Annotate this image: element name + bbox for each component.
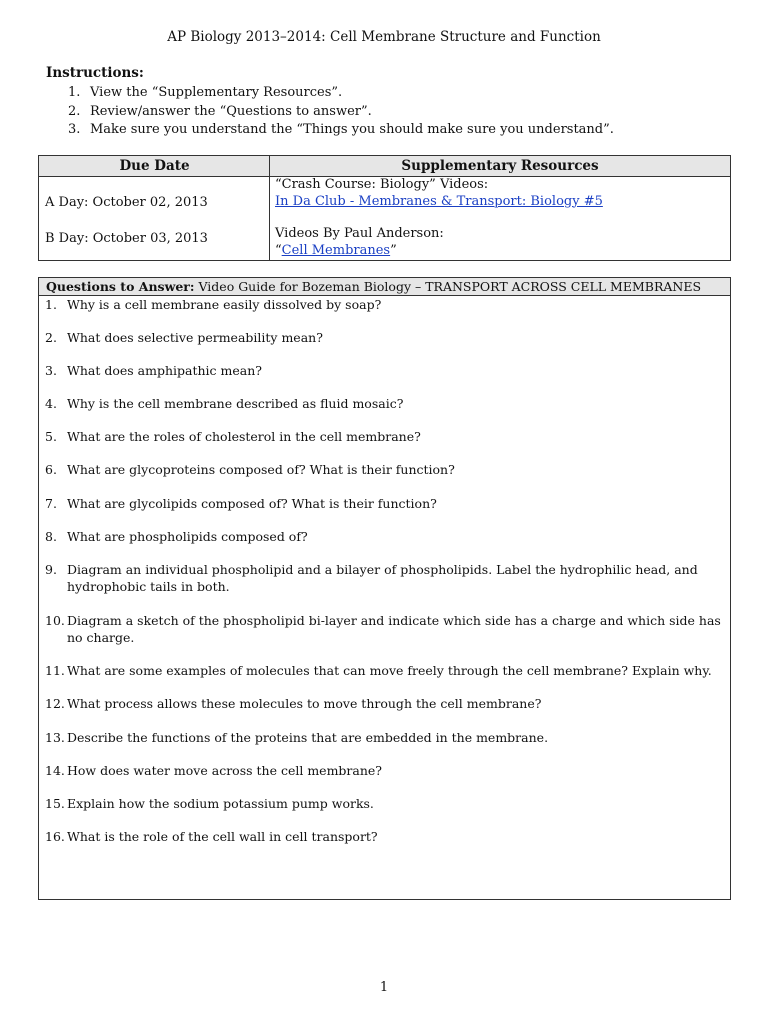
cell-membranes-video-link[interactable]: Cell Membranes (281, 242, 391, 258)
question-number: 9. (45, 562, 57, 577)
question-item (45, 528, 722, 545)
question-number: 14. (45, 763, 65, 778)
question-item (45, 729, 722, 746)
question-number: 10. (45, 613, 65, 628)
questions-header-bold: Questions to Answer: (46, 279, 195, 294)
due-date-header: Due Date (119, 158, 190, 174)
questions-table (38, 277, 731, 900)
question-text: Why is a cell membrane easily dissolved by soap? (67, 297, 382, 312)
due-date-b-day: B Day: October 03, 2013 (45, 231, 208, 246)
question-text: How does water move across the cell membrane? (67, 763, 382, 778)
resources-table-header (39, 156, 730, 177)
question-item (45, 329, 722, 346)
question-number: 8. (45, 529, 57, 544)
instruction-number: 1. (68, 85, 81, 100)
question-text: Why is the cell membrane described as fluid mosaic? (67, 396, 404, 411)
question-item (45, 662, 722, 679)
instruction-text: Make sure you understand the “Things you should make sure you understand”. (90, 122, 614, 137)
question-text: What are phospholipids composed of? (67, 529, 308, 544)
open-quote: “ (275, 242, 282, 258)
question-item (45, 362, 722, 379)
crash-course-label: “Crash Course: Biology” Videos: (275, 177, 489, 192)
question-text: What is the role of the cell wall in cell transport? (67, 829, 378, 844)
question-number: 15. (45, 796, 65, 811)
question-item (45, 296, 722, 313)
question-number: 2. (45, 330, 57, 345)
due-date-a-day: A Day: October 02, 2013 (45, 195, 208, 210)
question-text: What are glycolipids composed of? What is their function? (67, 496, 437, 511)
question-item (45, 828, 722, 845)
question-text: What are glycoproteins composed of? What is their function? (67, 462, 455, 477)
page-number: 1 (379, 980, 389, 995)
question-number: 3. (45, 363, 57, 378)
question-text: Explain how the sodium potassium pump works. (67, 796, 374, 811)
question-number: 1. (45, 297, 57, 312)
question-item (45, 762, 722, 779)
question-number: 13. (45, 730, 65, 745)
question-number: 12. (45, 696, 65, 711)
question-text: What are some examples of molecules that can move freely through the cell membrane? Explain why. (67, 663, 712, 678)
page-title: AP Biology 2013–2014: Cell Membrane Structure and Function (167, 29, 601, 45)
question-item (45, 795, 722, 812)
instruction-item (68, 121, 614, 140)
anderson-label: Videos By Paul Anderson: (275, 226, 444, 241)
question-text: What are the roles of cholesterol in the cell membrane? (67, 429, 421, 444)
question-item (45, 695, 722, 712)
questions-table-header (39, 278, 730, 296)
resources-table-body (39, 176, 730, 260)
resources-cell (275, 177, 603, 259)
questions-header-rest: Video Guide for Bozeman Biology – TRANSPORT ACROSS CELL MEMBRANES (194, 279, 702, 294)
question-text: Diagram an individual phospholipid and a bilayer of phospholipids. Label the hydrophilic head, and hydrophobic tails in both. (67, 562, 698, 594)
crash-course-video-link[interactable]: In Da Club - Membranes & Transport: Biology #5 (275, 193, 603, 209)
question-item (45, 395, 722, 412)
question-text: Describe the functions of the proteins that are embedded in the membrane. (67, 730, 549, 745)
supplementary-resources-header: Supplementary Resources (401, 158, 599, 174)
question-number: 4. (45, 396, 57, 411)
question-number: 16. (45, 829, 65, 844)
question-item (45, 495, 722, 512)
question-number: 6. (45, 462, 57, 477)
instruction-text: Review/answer the “Questions to answer”. (90, 103, 372, 119)
resources-table (38, 155, 731, 261)
question-number: 5. (45, 429, 57, 444)
instruction-item (68, 103, 614, 122)
question-number: 11. (45, 663, 65, 678)
question-text: What process allows these molecules to move through the cell membrane? (67, 696, 542, 711)
question-item (45, 461, 722, 478)
question-item (45, 612, 722, 646)
question-text: Diagram a sketch of the phospholipid bi-layer and indicate which side has a charge and which side has no charge. (67, 613, 721, 645)
instruction-number: 3. (68, 122, 81, 137)
instructions-list (68, 84, 614, 140)
instruction-item (68, 84, 614, 103)
question-text: What does selective permeability mean? (67, 330, 323, 345)
instruction-text: View the “Supplementary Resources”. (90, 85, 343, 100)
question-item (45, 561, 722, 595)
question-number: 7. (45, 496, 57, 511)
question-text: What does amphipathic mean? (67, 363, 262, 378)
instructions-heading: Instructions: (46, 65, 144, 81)
instruction-number: 2. (68, 103, 81, 119)
question-item (45, 428, 722, 445)
close-quote: ” (390, 242, 397, 258)
